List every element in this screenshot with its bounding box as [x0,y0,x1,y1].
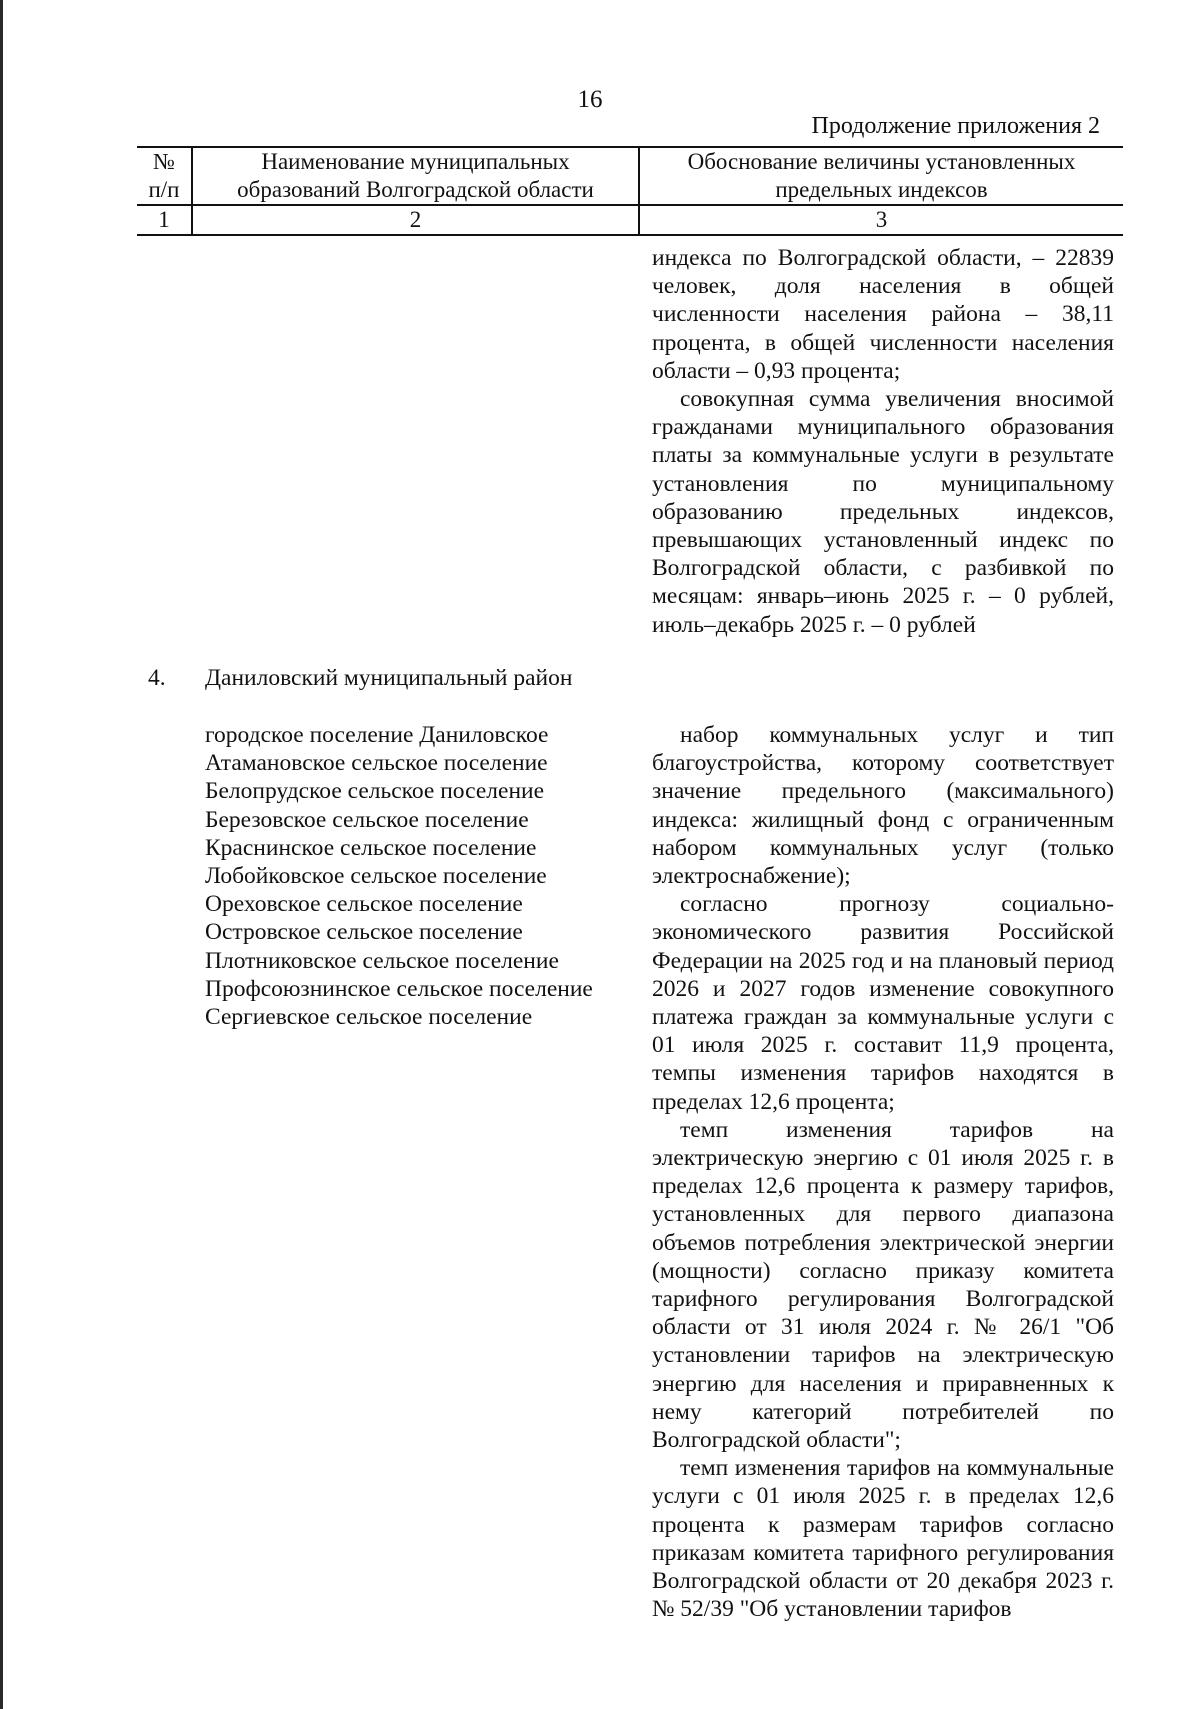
page-number: 16 [577,86,603,113]
list-item: городское поселение Даниловское [205,722,549,748]
list-item: Профсоюзнинское сельское поселение [205,975,593,1002]
table-header [137,146,1123,236]
carryover-justification [652,244,1114,639]
list-item: Сергиевское сельское поселение [205,1004,533,1031]
item-title: Даниловский муниципальный район [205,665,573,691]
carryover-paragraph: индекса по Волгоградской области, – 22839 человек, доля населения в общей численности населения района – 38,11 процента, в общей численности населения области – 0,93 процента; [652,245,1114,384]
justification-paragraph: темп изменения тарифов на электрическую энергию с 01 июля 2025 г. в пределах 12,6 процента к размеру тарифов, установленных для первого диапазона объемов потребления электрической энергии (мощности) согласно приказу комитета тарифного регулирования Волгоградской области от 31 июля 2024 г. № 26/1 "Об установлении тарифов на электрическую энергию для населения и приравненных к нему категорий потребителей по Волгоградской области"; [652,1116,1114,1454]
list-item: Краснинское сельское поселение [205,834,537,861]
col3-number: 3 [639,205,1123,235]
list-item: Атамановское сельское поселение [205,750,548,777]
item-justification [652,721,1114,1624]
continuation-label: Продолжение приложения 2 [811,113,1100,139]
table-header-numbers [137,205,1123,235]
carryover-paragraph: совокупная сумма увеличения вносимой гражданами муниципального образования платы за коммунальные услуги в результате установления по муниципальному образованию предельных индексов, превышающих установленный индекс по Волгоградской области, с разбивкой по месяцам: январь–июнь 2025 г. – 0 рублей, июль–декабрь 2025 г. – 0 рублей [652,386,1114,638]
col1-number: 1 [137,205,192,235]
settlement-list [205,721,593,1031]
list-item: Лобойковское сельское поселение [205,863,547,890]
list-item: Березовское сельское поселение [205,806,529,833]
table-header-titles [137,147,1123,205]
col2-number: 2 [192,205,639,235]
list-item: Ореховское сельское поселение [205,891,523,918]
justification-paragraph: набор коммунальных услуг и тип благоустройства, которому соответствует значение предельного (максимального) индекса: жилищный фонд с ограниченным набором коммунальных услуг (только электроснабжение); [652,722,1114,890]
item-number: 4. [148,665,166,691]
col3-title: Обоснование величины установленных предельных индексов [639,147,1123,205]
list-item: Белопрудское сельское поселение [205,778,545,805]
justification-paragraph: темп изменения тарифов на коммунальные услуги с 01 июля 2025 г. в пределах 12,6 процента к размерам тарифов согласно приказам комитета тарифного регулирования Волгоградской области от 20 декабря 2023 г. № 52/39 "Об установлении тарифов [652,1455,1114,1623]
justification-paragraph: согласно прогнозу социально-экономического развития Российской Федерации на 2025 год и на плановый период 2026 и 2027 годов изменение совокупного платежа граждан за коммунальные услуги с 01 июля 2025 г. составит 11,9 процента, темпы изменения тарифов находятся в пределах 12,6 процента; [652,891,1114,1115]
col2-title: Наименование муниципальных образований Волгоградской области [192,147,639,205]
list-item: Островское сельское поселение [205,919,523,946]
col1-title: № п/п [137,147,192,205]
list-item: Плотниковское сельское поселение [205,947,559,974]
scan-edge [0,0,3,1709]
